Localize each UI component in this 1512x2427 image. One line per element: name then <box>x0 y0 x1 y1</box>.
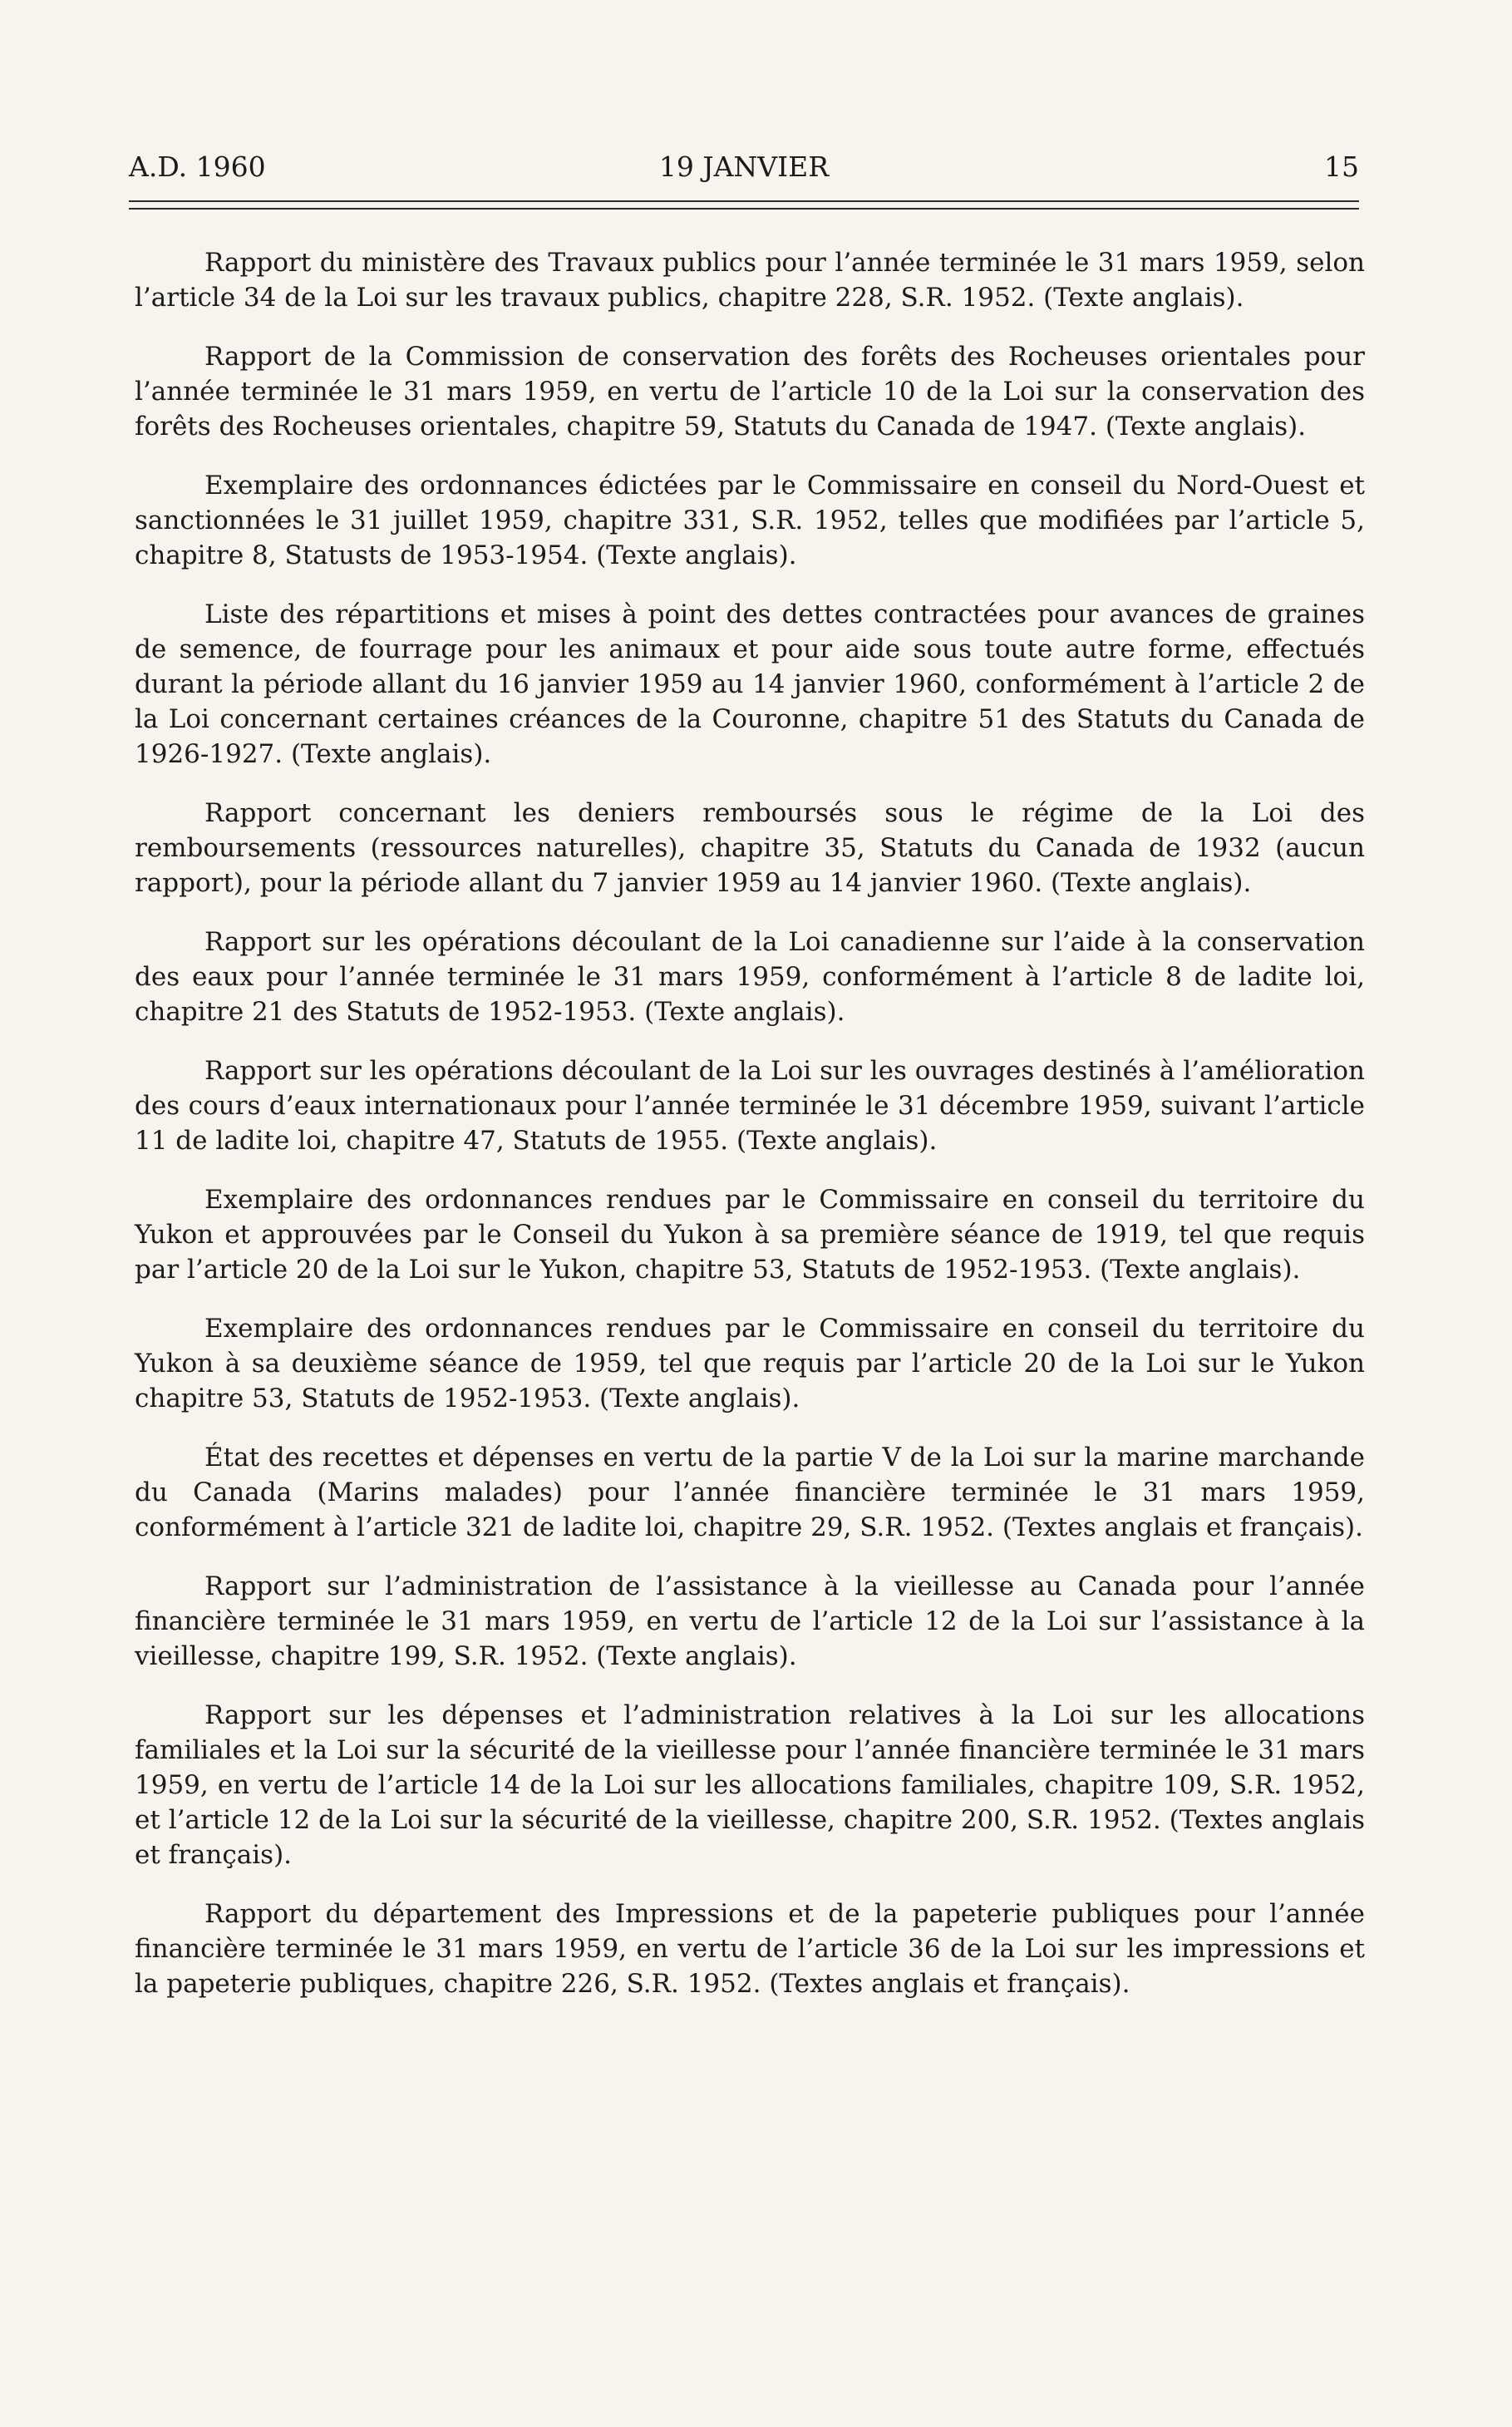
header-rule-top <box>129 200 1359 202</box>
paragraph: Rapport du département des Impressions et de la papeterie publiques pour l’année financière terminée le 31 mars 1959, en vertu de l’article 36 de la Loi sur les impressions et la papeterie publiques, chapitre 226, S.R. 1952. (Textes anglais et français). <box>135 1899 1365 1999</box>
page-number: 15 <box>1324 150 1359 183</box>
header-year: A.D. 1960 <box>129 150 266 183</box>
paragraph: Rapport sur les opérations découlant de la Loi sur les ouvrages destinés à l’amélioration des cours d’eaux internationaux pour l’année terminée le 31 décembre 1959, suivant l’article 11 de ladite loi, chapitre 47, Statuts de 1955. (Texte anglais). <box>135 1056 1365 1156</box>
paragraph: Rapport sur les dépenses et l’administration relatives à la Loi sur les allocations familiales et la Loi sur la sécurité de la vieillesse pour l’année financière terminée le 31 mars 1959, en vertu de l’article 14 de la Loi sur les allocations familiales, chapitre 109, S.R. 1952, et l’article 12 de la Loi sur la sécurité de la vieillesse, chapitre 200, S.R. 1952. (Textes anglais et français). <box>135 1700 1365 1870</box>
paragraph: Exemplaire des ordonnances rendues par le Commissaire en conseil du territoire du Yukon et approuvées par le Conseil du Yukon à sa première séance de 1919, tel que requis par l’article 20 de la Loi sur le Yukon, chapitre 53, Statuts de 1952-1953. (Texte anglais). <box>135 1185 1365 1285</box>
paragraph: État des recettes et dépenses en vertu de la partie V de la Loi sur la marine marchande du Canada (Marins malades) pour l’année financière terminée le 31 mars 1959, conformément à l’article 321 de ladite loi, chapitre 29, S.R. 1952. (Textes anglais et français). <box>135 1443 1365 1542</box>
paragraph: Exemplaire des ordonnances rendues par le Commissaire en conseil du territoire du Yukon à sa deuxième séance de 1959, tel que requis par l’article 20 de la Loi sur le Yukon chapitre 53, Statuts de 1952-1953. (Texte anglais). <box>135 1314 1365 1413</box>
page-header <box>129 146 1359 188</box>
document-body <box>135 245 1365 2025</box>
header-rule-bottom <box>129 208 1359 210</box>
paragraph: Rapport sur les opérations découlant de la Loi canadienne sur l’aide à la conservation des eaux pour l’année terminée le 31 mars 1959, conformément à l’article 8 de ladite loi, chapitre 21 des Statuts de 1952-1953. (Texte anglais). <box>135 927 1365 1027</box>
paragraph: Liste des répartitions et mises à point des dettes contractées pour avances de graines de semence, de fourrage pour les animaux et pour aide sous toute autre forme, effectués durant la période allant du 16 janvier 1959 au 14 janvier 1960, conformément à l’article 2 de la Loi concernant certaines créances de la Couronne, chapitre 51 des Statuts du Canada de 1926-1927. (Texte anglais). <box>135 599 1365 769</box>
paragraph: Rapport sur l’administration de l’assistance à la vieillesse au Canada pour l’année financière terminée le 31 mars 1959, en vertu de l’article 12 de la Loi sur l’assistance à la vieillesse, chapitre 199, S.R. 1952. (Texte anglais). <box>135 1571 1365 1671</box>
header-date: 19 JANVIER <box>658 150 830 183</box>
paragraph: Rapport de la Commission de conservation des forêts des Rocheuses orientales pour l’année terminée le 31 mars 1959, en vertu de l’article 10 de la Loi sur la conservation des forêts des Rocheuses orientales, chapitre 59, Statuts du Canada de 1947. (Texte anglais). <box>135 342 1365 441</box>
paragraph: Rapport du ministère des Travaux publics pour l’année terminée le 31 mars 1959, selon l’article 34 de la Loi sur les travaux publics, chapitre 228, S.R. 1952. (Texte anglais). <box>135 248 1365 313</box>
paragraph: Exemplaire des ordonnances édictées par le Commissaire en conseil du Nord-Ouest et sanctionnées le 31 juillet 1959, chapitre 331, S.R. 1952, telles que modifiées par l’article 5, chapitre 8, Statusts de 1953-1954. (Texte anglais). <box>135 471 1365 570</box>
paragraph: Rapport concernant les deniers remboursés sous le régime de la Loi des remboursements (ressources naturelles), chapitre 35, Statuts du Canada de 1932 (aucun rapport), pour la période allant du 7 janvier 1959 au 14 janvier 1960. (Texte anglais). <box>135 798 1365 898</box>
